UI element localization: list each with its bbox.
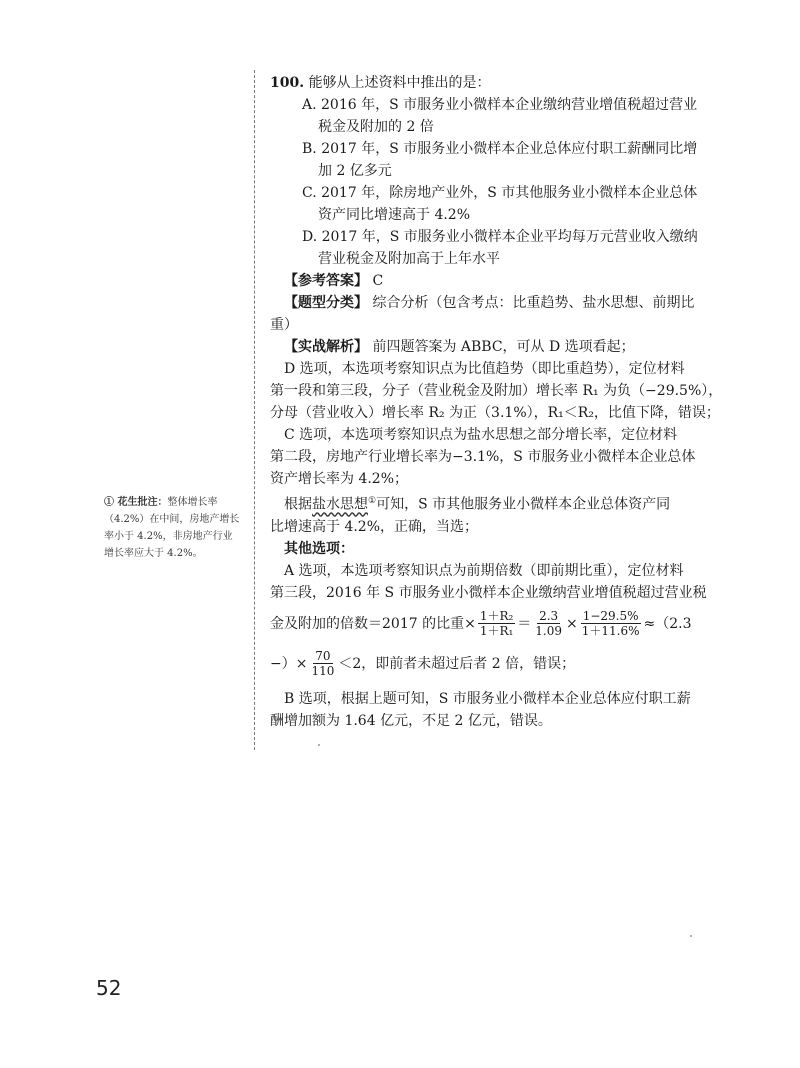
- c-conclusion-prefix: 根据: [284, 496, 312, 513]
- fraction-numerator: 70: [315, 649, 331, 664]
- formula-suffix: ＜2，即前者未超过后者 2 倍，错误；: [338, 655, 576, 672]
- formula-line: [270, 604, 715, 644]
- option-d: D. 2017 年，S 市服务业小微样本企业平均每万元营业收入缴纳: [302, 229, 698, 245]
- fraction-numerator: 2.3: [539, 609, 559, 624]
- answer-label: 【参考答案】: [284, 273, 368, 289]
- formula-prefix: −）×: [270, 655, 308, 672]
- c-analysis-line: 资产增长率为 4.2%；: [270, 471, 409, 487]
- fraction: [478, 609, 515, 638]
- analysis-intro: [270, 336, 715, 358]
- times-sign: ×: [566, 615, 578, 632]
- analysis-intro-text: 前四题答案为 ABBC，可从 D 选项看起；: [372, 339, 635, 355]
- c-conclusion: [270, 490, 715, 516]
- analysis-label: 【实战解析】: [284, 339, 368, 355]
- category-text: 综合分析（包含考点：比重趋势、盐水思想、前期比: [372, 295, 695, 311]
- b-analysis-line: 酬增加额为 1.64 亿元，不足 2 亿元，错误。: [270, 712, 552, 729]
- option-b: B. 2017 年，S 市服务业小微样本企业总体应付职工薪酬同比增: [302, 141, 698, 157]
- formula-line-2: [270, 644, 715, 684]
- a-analysis-line: 第三段，2016 年 S 市服务业小微样本企业缴纳营业增值税超过营业税: [270, 584, 707, 601]
- side-note-marker: ① 花生批注：: [104, 497, 168, 508]
- d-analysis-line: D 选项，本选项考察知识点为比值趋势（即比重趋势），定位材料: [284, 361, 685, 377]
- option-d-cont: 营业税金及附加高于上年水平: [318, 251, 500, 267]
- scan-speck: [318, 744, 320, 746]
- option-a-cont: 税金及附加的 2 倍: [318, 119, 434, 135]
- fraction-denominator: 1＋11.6%: [581, 624, 640, 639]
- scan-speck: [690, 935, 692, 937]
- b-analysis-line: B 选项，根据上题可知，S 市服务业小微样本企业总体应付职工薪: [284, 690, 691, 707]
- answer-line: [270, 270, 715, 292]
- equals-sign: ＝: [517, 615, 532, 632]
- category-line: [270, 292, 715, 314]
- d-analysis-line: 第一段和第三段，分子（营业税金及附加）增长率 R₁ 为负（−29.5%），: [270, 383, 723, 399]
- question-stem: [270, 72, 715, 94]
- fraction-numerator: 1＋R₂: [479, 609, 514, 624]
- formula-prefix: 金及附加的倍数＝2017 的比重×: [270, 615, 476, 632]
- side-annotation: [104, 494, 256, 562]
- footnote-mark: ①: [368, 496, 377, 506]
- side-note-line: [104, 494, 256, 511]
- category-text-cont: 重）: [270, 317, 298, 333]
- page-number: 52: [96, 976, 122, 1000]
- side-note-line: 增长率应大于 4.2%。: [104, 548, 203, 559]
- highlighted-term: 盐水思想: [312, 496, 368, 513]
- category-label: 【题型分类】: [284, 295, 368, 311]
- fraction-denominator: 1＋R₁: [479, 624, 514, 639]
- fraction: [309, 649, 336, 678]
- option-c-cont: 资产同比增速高于 4.2%: [318, 207, 471, 223]
- a-analysis-line: A 选项，本选项考察知识点为前期倍数（即前期比重），定位材料: [284, 562, 684, 579]
- side-note-line: （4.2%）在中间，房地产增长: [104, 514, 240, 525]
- fraction-denominator: 110: [311, 664, 335, 679]
- fraction: [533, 609, 564, 638]
- fraction-denominator: 1.09: [535, 624, 563, 639]
- answer-value: C: [372, 273, 384, 289]
- other-options-heading: 其他选项：: [284, 540, 354, 557]
- formula-suffix: ≈（2.3: [643, 615, 692, 632]
- c-analysis-line: 第二段，房地产行业增长率为−3.1%，S 市服务业小微样本企业总体: [270, 449, 696, 465]
- c-analysis-line: C 选项，本选项考察知识点为盐水思想之部分增长率，定位材料: [284, 427, 678, 443]
- option-b-cont: 加 2 亿多元: [318, 163, 392, 179]
- option-c: C. 2017 年，除房地产业外，S 市其他服务业小微样本企业总体: [302, 185, 698, 201]
- c-conclusion-suffix: 可知，S 市其他服务业小微样本企业总体资产同: [376, 496, 671, 513]
- margin-divider: [254, 70, 265, 750]
- question-text: 能够从上述资料中推出的是：: [308, 75, 491, 91]
- side-note-line: 率小于 4.2%，非房地产行业: [104, 531, 233, 542]
- d-analysis-line: 分母（营业收入）增长率 R₂ 为正（3.1%），R₁＜R₂，比值下降，错误；: [270, 405, 720, 421]
- fraction: [580, 609, 642, 638]
- side-note-text: 整体增长率: [167, 497, 218, 508]
- option-a: A. 2016 年，S 市服务业小微样本企业缴纳营业增值税超过营业: [302, 97, 698, 113]
- question-number: 100.: [270, 75, 305, 91]
- fraction-numerator: 1−29.5%: [582, 609, 639, 624]
- c-conclusion-cont: 比增速高于 4.2%，正确，当选；: [270, 518, 479, 535]
- main-content: [270, 72, 723, 732]
